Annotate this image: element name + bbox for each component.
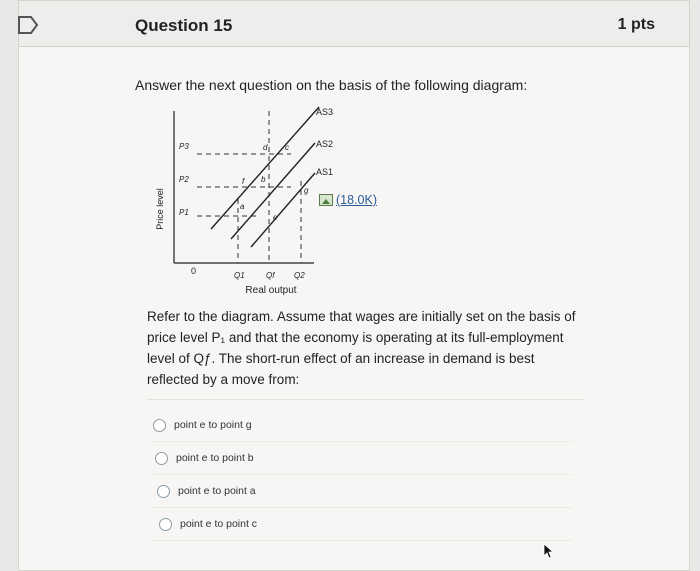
question-intro: Answer the next question on the basis of the following diagram: xyxy=(135,77,528,93)
answer-list xyxy=(153,409,573,541)
answer-option-3[interactable] xyxy=(153,475,573,508)
as3-curve xyxy=(211,107,319,229)
output-label-qf: Qf xyxy=(266,271,275,280)
price-label-p3: P3 xyxy=(179,142,189,151)
point-label-g: g xyxy=(304,186,309,195)
answer-option-1[interactable] xyxy=(153,409,573,442)
curve-label-as3: AS3 xyxy=(316,107,334,117)
answer-option-4[interactable] xyxy=(153,508,573,541)
attachment-size: (18.0K) xyxy=(336,193,377,207)
attachment-link[interactable] xyxy=(319,193,377,207)
flag-icon[interactable] xyxy=(17,15,39,35)
y-axis-label: Price level xyxy=(155,188,165,230)
answer-label[interactable]: point e to point g xyxy=(174,419,252,431)
radio-button[interactable] xyxy=(159,518,172,531)
point-label-a: a xyxy=(240,202,245,211)
price-label-p2: P2 xyxy=(179,175,189,184)
answer-label[interactable]: point e to point a xyxy=(178,485,256,497)
point-label-c: c xyxy=(285,143,289,152)
radio-button[interactable] xyxy=(153,419,166,432)
x-axis-label: Real output xyxy=(245,285,297,296)
origin-label: 0 xyxy=(191,266,197,276)
point-label-b: b xyxy=(261,175,266,184)
point-label-d: d xyxy=(263,143,268,152)
question-text: Refer to the diagram. Assume that wages are initially set on the basis of price level P₁ and that the economy is operating at its full-employment level of Qƒ. The short-run effect of an increase in demand is best reflected by a move from: xyxy=(147,309,576,387)
price-label-p1: P1 xyxy=(179,208,189,217)
image-icon xyxy=(319,194,333,206)
answer-label[interactable]: point e to point c xyxy=(180,518,258,530)
question-card xyxy=(18,0,690,571)
as2-curve xyxy=(231,143,315,239)
answer-option-2[interactable] xyxy=(153,442,573,475)
question-title: Question 15 xyxy=(135,16,233,35)
divider xyxy=(147,399,583,400)
answer-label[interactable]: point e to point b xyxy=(176,452,254,464)
mouse-cursor-icon xyxy=(543,543,555,559)
as1-curve xyxy=(251,173,315,247)
question-points: 1 pts xyxy=(617,16,655,33)
output-label-q1: Q1 xyxy=(234,271,245,280)
output-label-q2: Q2 xyxy=(294,271,305,280)
curve-label-as2: AS2 xyxy=(316,139,334,149)
curve-label-as1: AS1 xyxy=(316,167,334,177)
question-header xyxy=(19,1,689,47)
point-label-f: f xyxy=(242,177,245,186)
as-diagram xyxy=(139,101,339,301)
point-label-e: e xyxy=(273,213,278,222)
radio-button[interactable] xyxy=(157,485,170,498)
radio-button[interactable] xyxy=(155,452,168,465)
